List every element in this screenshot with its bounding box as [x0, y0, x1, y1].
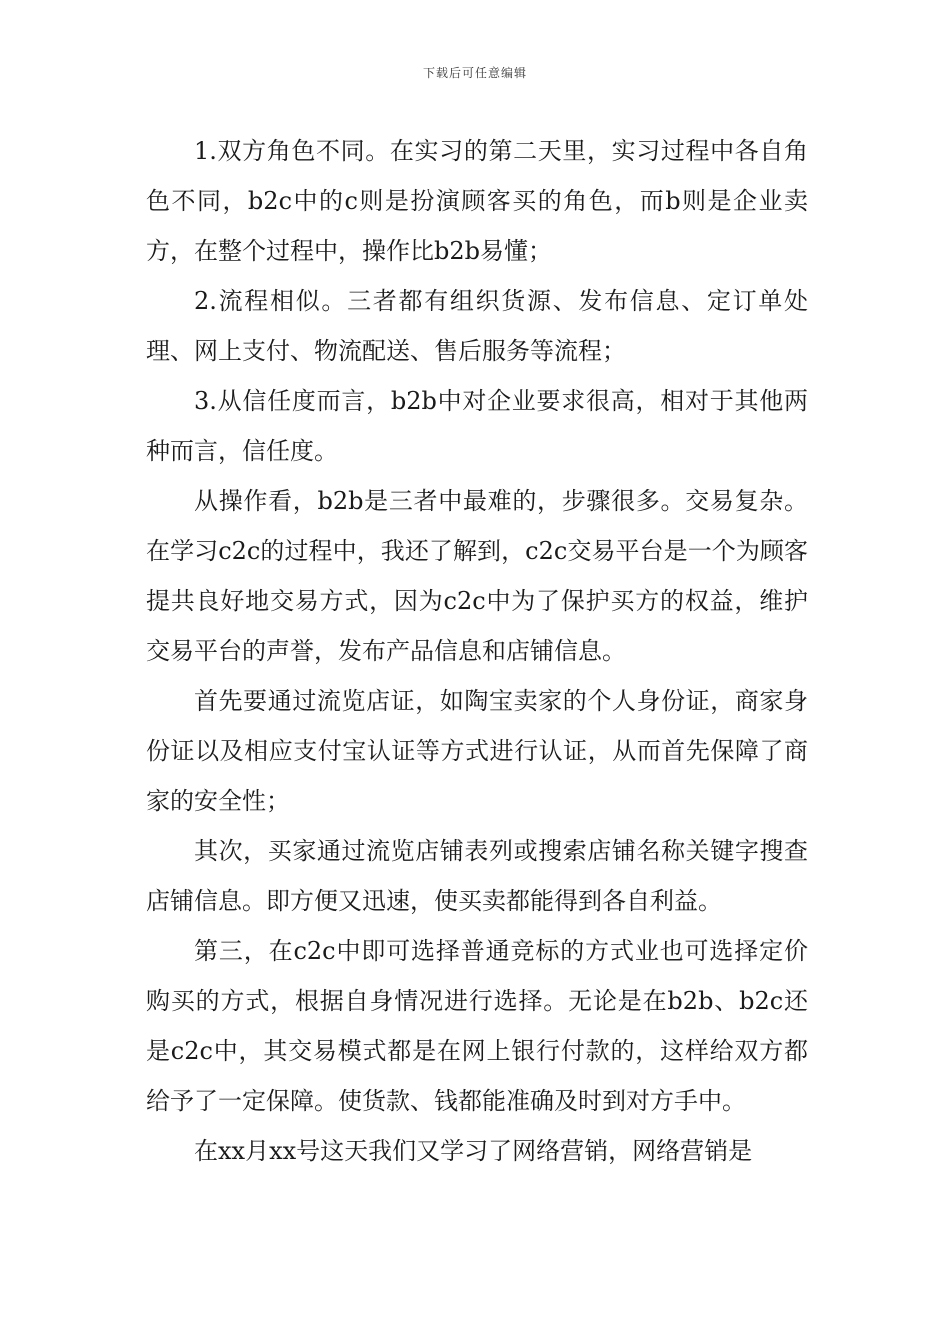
page-header: 下载后可任意编辑: [422, 66, 527, 80]
paragraph-8: 在xx月xx号这天我们又学习了网络营销，网络营销是: [194, 1137, 753, 1165]
paragraph-1: 1.双方角色不同。在实习的第二天里，实习过程中各自角色不同，b2c中的c则是扮演顾客买的角色，而b则是企业卖方，在整个过程中，操作比b2b易懂；: [146, 137, 808, 265]
paragraph-7: 第三，在c2c中即可选择普通竞标的方式业也可选择定价购买的方式，根据自身情况进行选择。无论是在b2b、b2c还是c2c中，其交易模式都是在网上银行付款的，这样给双方都给予了一定保障。使货款、钱都能准确及时到对方手中。: [146, 937, 808, 1115]
paragraph-6: 其次，买家通过流览店铺表列或搜索店铺名称关键字搜查店铺信息。即方便又迅速，使买卖都能得到各自利益。: [146, 837, 808, 915]
paragraph-3: 3.从信任度而言，b2b中对企业要求很高，相对于其他两种而言，信任度。: [146, 387, 808, 465]
document-body: [146, 126, 808, 1176]
paragraph-2: 2.流程相似。三者都有组织货源、发布信息、定订单处理、网上支付、物流配送、售后服务等流程；: [146, 287, 808, 365]
paragraph-5: 首先要通过流览店证，如陶宝卖家的个人身份证，商家身份证以及相应支付宝认证等方式进行认证，从而首先保障了商家的安全性；: [146, 687, 808, 815]
paragraph-4: 从操作看，b2b是三者中最难的，步骤很多。交易复杂。在学习c2c的过程中，我还了解到，c2c交易平台是一个为顾客提共良好地交易方式，因为c2c中为了保护买方的权益，维护交易平台的声誉，发布产品信息和店铺信息。: [146, 487, 808, 665]
